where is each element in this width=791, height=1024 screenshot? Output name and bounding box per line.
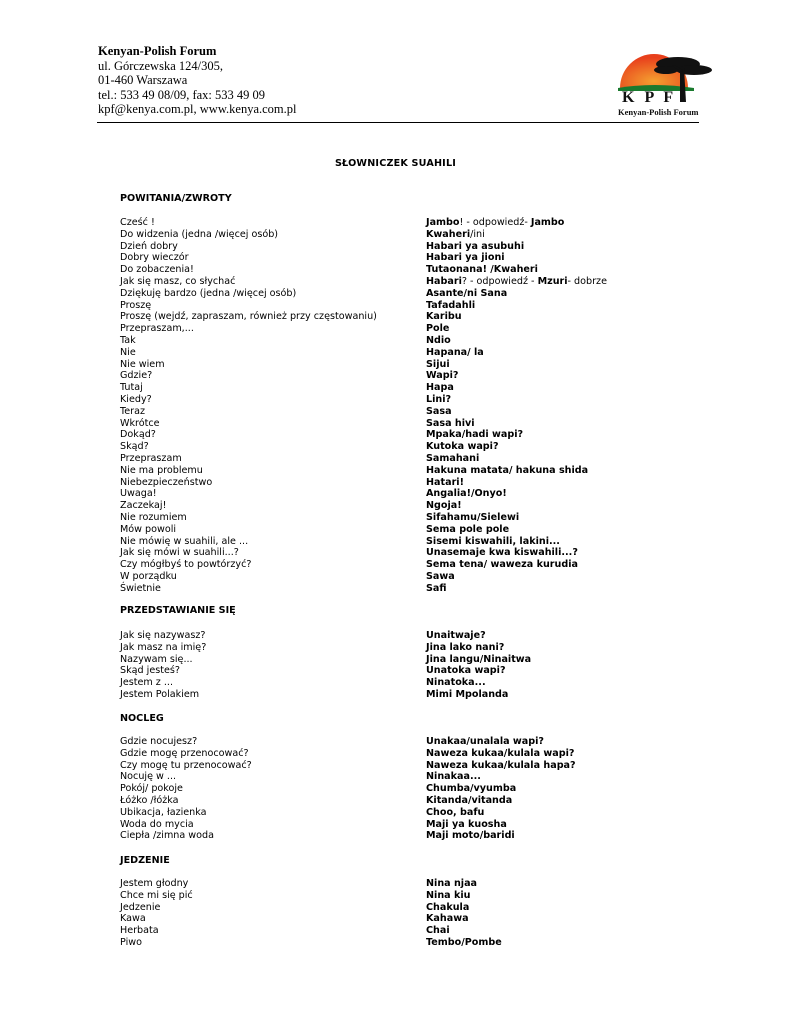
vocabulary-row: [120, 689, 720, 701]
vocabulary-row: [120, 453, 720, 465]
swahili-phrase: [426, 665, 506, 677]
vocabulary-row: [120, 300, 720, 312]
vocabulary-row: [120, 500, 720, 512]
polish-phrase: Świetnie: [120, 582, 161, 594]
swahili-segment: Sasa: [426, 405, 452, 417]
swahili-segment: Hatari!: [426, 476, 464, 488]
polish-phrase: Do widzenia (jedna /więcej osób): [120, 228, 279, 240]
swahili-phrase: [426, 771, 481, 783]
vocabulary-row: [120, 902, 720, 914]
swahili-phrase: [426, 736, 544, 748]
vocabulary-row: [120, 359, 720, 371]
vocabulary-row: [120, 760, 720, 772]
vocabulary-row: [120, 217, 720, 229]
vocabulary-row: [120, 441, 720, 453]
polish-phrase: Gdzie?: [120, 370, 153, 382]
swahili-phrase: [426, 500, 462, 512]
swahili-phrase: [426, 370, 458, 382]
vocabulary-row: [120, 677, 720, 689]
swahili-segment: Kahawa: [426, 913, 469, 925]
vocabulary-row: [120, 276, 720, 288]
polish-phrase: Mów powoli: [120, 523, 177, 535]
vocabulary-row: [120, 748, 720, 760]
swahili-segment: Mzuri: [537, 275, 568, 287]
phone-fax: tel.: 533 49 08/09, fax: 533 49 09: [98, 87, 265, 102]
swahili-segment: Lini?: [426, 393, 452, 405]
swahili-segment: Habari ya jioni: [426, 252, 505, 264]
polish-phrase: Jestem Polakiem: [120, 688, 200, 700]
polish-phrase: Kiedy?: [120, 393, 152, 405]
polish-phrase: Nazywam się...: [120, 653, 193, 665]
polish-phrase: Gdzie nocujesz?: [120, 736, 198, 747]
swahili-phrase: [426, 559, 578, 571]
swahili-segment: Sifahamu/Sielewi: [426, 511, 520, 523]
swahili-phrase: [426, 748, 574, 760]
org-name: Kenyan-Polish Forum: [98, 44, 217, 58]
swahili-phrase: [426, 524, 509, 536]
swahili-phrase: [426, 937, 502, 949]
swahili-phrase: [426, 819, 507, 831]
polish-phrase: Nie mówię w suahili, ale ...: [120, 535, 249, 547]
swahili-segment: Hapana/ la: [426, 346, 484, 358]
section-heading: POWITANIA/ZWROTY: [120, 193, 232, 204]
swahili-phrase: [426, 913, 469, 925]
swahili-phrase: [426, 441, 499, 453]
swahili-phrase: [426, 276, 607, 288]
swahili-segment: Tembo/Pombe: [426, 936, 502, 948]
swahili-phrase: [426, 335, 451, 347]
swahili-segment: Unaitwaje?: [426, 630, 486, 641]
swahili-segment: ! - odpowiedź-: [459, 217, 531, 228]
swahili-segment: Chai: [426, 925, 450, 937]
polish-phrase: Proszę: [120, 299, 152, 311]
page-title: SŁOWNICZEK SUAHILI: [334, 158, 457, 169]
swahili-phrase: [426, 465, 588, 477]
polish-phrase: Jak masz na imię?: [120, 641, 207, 653]
swahili-phrase: [426, 890, 470, 902]
swahili-segment: Ngoja!: [426, 500, 462, 512]
polish-phrase: Skąd jesteś?: [120, 665, 180, 677]
vocabulary-row: [120, 288, 720, 300]
polish-phrase: Teraz: [120, 405, 145, 417]
swahili-segment: Tafadahli: [426, 299, 476, 311]
vocabulary-row: [120, 937, 720, 949]
swahili-phrase: [426, 394, 451, 406]
swahili-segment: Nina kiu: [426, 889, 471, 901]
vocabulary-row: [120, 807, 720, 819]
polish-phrase: Jak się nazywasz?: [120, 630, 206, 641]
swahili-segment: Hakuna matata/ hakuna shida: [426, 464, 589, 476]
swahili-phrase: [426, 229, 485, 241]
polish-phrase: Jak się mówi w suahili...?: [120, 547, 239, 559]
swahili-segment: Maji moto/baridi: [426, 830, 515, 842]
vocabulary-row: [120, 665, 720, 677]
swahili-segment: Mimi Mpolanda: [426, 688, 509, 700]
vocabulary-row: [120, 418, 720, 430]
polish-phrase: Ciepła /zimna woda: [120, 830, 214, 842]
swahili-segment: Kwaheri: [426, 228, 471, 240]
swahili-phrase: [426, 264, 538, 276]
swahili-segment: Ndio: [426, 334, 451, 346]
vocabulary-row: [120, 347, 720, 359]
swahili-segment: Pole: [426, 323, 450, 335]
swahili-segment: Choo, bafu: [426, 806, 485, 818]
swahili-segment: - dobrze: [567, 275, 607, 287]
swahili-phrase: [426, 654, 531, 666]
swahili-segment: Sawa: [426, 570, 455, 582]
vocabulary-row: [120, 913, 720, 925]
swahili-phrase: [426, 689, 508, 701]
swahili-segment: Sijui: [426, 358, 450, 370]
swahili-phrase: [426, 583, 447, 595]
polish-phrase: Uwaga!: [120, 488, 157, 500]
vocabulary-row: [120, 654, 720, 666]
swahili-phrase: [426, 311, 462, 323]
swahili-segment: Unakaa/unalala wapi?: [426, 736, 544, 747]
swahili-phrase: [426, 300, 475, 312]
vocabulary-row: [120, 890, 720, 902]
vocabulary-row: [120, 488, 720, 500]
swahili-phrase: [426, 453, 479, 465]
vocabulary-row: [120, 547, 720, 559]
swahili-phrase: [426, 217, 564, 229]
swahili-phrase: [426, 783, 516, 795]
vocabulary-row: [120, 311, 720, 323]
vocabulary-table: [120, 878, 720, 949]
vocabulary-row: [120, 524, 720, 536]
polish-phrase: Kawa: [120, 913, 146, 925]
logo-letters: K P F: [622, 89, 677, 106]
swahili-segment: Sema pole pole: [426, 523, 510, 535]
polish-phrase: Cześć !: [120, 217, 155, 228]
vocabulary-row: [120, 382, 720, 394]
swahili-segment: Samahani: [426, 452, 480, 464]
swahili-segment: Karibu: [426, 311, 462, 323]
address-street: ul. Górczewska 124/305,: [98, 58, 223, 73]
polish-phrase: Skąd?: [120, 441, 149, 453]
vocabulary-row: [120, 335, 720, 347]
polish-phrase: W porządku: [120, 570, 177, 582]
vocabulary-row: [120, 406, 720, 418]
polish-phrase: Chce mi się pić: [120, 889, 193, 901]
polish-phrase: Nie rozumiem: [120, 511, 187, 523]
vocabulary-row: [120, 571, 720, 583]
polish-phrase: Nie: [120, 346, 136, 358]
vocabulary-row: [120, 819, 720, 831]
vocabulary-row: [120, 795, 720, 807]
swahili-phrase: [426, 429, 523, 441]
vocabulary-row: [120, 830, 720, 842]
polish-phrase: Woda do mycia: [120, 818, 194, 830]
swahili-phrase: [426, 512, 519, 524]
polish-phrase: Nocuję w ...: [120, 771, 177, 783]
swahili-segment: Ninakaa...: [426, 771, 481, 783]
swahili-segment: Chumba/vyumba: [426, 783, 517, 795]
vocabulary-row: [120, 264, 720, 276]
vocabulary-row: [120, 229, 720, 241]
polish-phrase: Gdzie mogę przenocować?: [120, 747, 249, 759]
swahili-segment: Kitanda/vitanda: [426, 794, 513, 806]
kpf-logo: [614, 44, 720, 118]
swahili-segment: Kutoka wapi?: [426, 441, 499, 453]
swahili-segment: Habari ya asubuhi: [426, 240, 525, 252]
swahili-segment: Jina lako nani?: [426, 641, 505, 653]
vocabulary-row: [120, 783, 720, 795]
swahili-phrase: [426, 642, 504, 654]
swahili-phrase: [426, 902, 469, 914]
vocabulary-row: [120, 323, 720, 335]
polish-phrase: Piwo: [120, 936, 142, 948]
vocabulary-row: [120, 536, 720, 548]
swahili-segment: Sema tena/ waweza kurudia: [426, 559, 578, 571]
vocabulary-row: [120, 771, 720, 783]
vocabulary-row: [120, 252, 720, 264]
swahili-segment: Asante/ni Sana: [426, 287, 508, 299]
vocabulary-row: [120, 642, 720, 654]
swahili-segment: /ini: [470, 228, 485, 240]
polish-phrase: Pokój/ pokoje: [120, 783, 183, 795]
swahili-phrase: [426, 630, 486, 642]
polish-phrase: Proszę (wejdź, zapraszam, również przy częstowaniu): [120, 311, 377, 323]
vocabulary-row: [120, 241, 720, 253]
polish-phrase: Łóżko /łóżka: [120, 794, 179, 806]
swahili-segment: Habari: [426, 275, 462, 287]
polish-phrase: Ubikacja, łazienka: [120, 806, 207, 818]
swahili-segment: Chakula: [426, 901, 470, 913]
vocabulary-row: [120, 878, 720, 890]
polish-phrase: Tak: [120, 334, 136, 346]
polish-phrase: Jestem głodny: [120, 878, 189, 889]
swahili-phrase: [426, 477, 464, 489]
swahili-segment: Hapa: [426, 382, 454, 394]
swahili-phrase: [426, 252, 505, 264]
header-rule: [97, 122, 699, 123]
swahili-segment: Ninatoka...: [426, 677, 486, 689]
polish-phrase: Jestem z ...: [120, 677, 174, 689]
vocabulary-row: [120, 583, 720, 595]
vocabulary-row: [120, 925, 720, 937]
polish-phrase: Herbata: [120, 925, 159, 937]
vocabulary-row: [120, 630, 720, 642]
swahili-segment: Jambo: [426, 217, 460, 228]
section-heading: PRZEDSTAWIANIE SIĘ: [120, 605, 236, 616]
swahili-segment: Nina njaa: [426, 878, 478, 889]
swahili-segment: Unatoka wapi?: [426, 665, 506, 677]
address-city: 01-460 Warszawa: [98, 73, 188, 88]
vocabulary-row: [120, 736, 720, 748]
swahili-segment: Jina langu/Ninaitwa: [426, 653, 532, 665]
polish-phrase: Zaczekaj!: [120, 500, 167, 512]
polish-phrase: Do zobaczenia!: [120, 264, 194, 276]
swahili-phrase: [426, 830, 515, 842]
polish-phrase: Tutaj: [120, 382, 143, 394]
swahili-segment: Sasa hivi: [426, 417, 475, 429]
polish-phrase: Niebezpieczeństwo: [120, 476, 213, 488]
swahili-segment: Unasemaje kwa kiswahili...?: [426, 547, 578, 559]
polish-phrase: Nie wiem: [120, 358, 165, 370]
swahili-phrase: [426, 925, 450, 937]
swahili-segment: Tutaonana! /Kwaheri: [426, 264, 538, 276]
vocabulary-row: [120, 477, 720, 489]
swahili-phrase: [426, 382, 454, 394]
swahili-phrase: [426, 807, 484, 819]
swahili-phrase: [426, 677, 486, 689]
section-heading: JEDZENIE: [120, 855, 170, 866]
polish-phrase: Dziękuję bardzo (jedna /więcej osób): [120, 287, 297, 299]
swahili-phrase: [426, 406, 452, 418]
section-heading: NOCLEG: [120, 713, 164, 724]
swahili-phrase: [426, 571, 455, 583]
vocabulary-row: [120, 429, 720, 441]
vocabulary-row: [120, 370, 720, 382]
vocabulary-row: [120, 512, 720, 524]
swahili-phrase: [426, 359, 450, 371]
polish-phrase: Jedzenie: [120, 901, 161, 913]
swahili-phrase: [426, 795, 512, 807]
vocabulary-row: [120, 394, 720, 406]
swahili-phrase: [426, 288, 507, 300]
swahili-phrase: [426, 241, 524, 253]
swahili-phrase: [426, 760, 576, 772]
vocabulary-table: [120, 630, 720, 701]
swahili-segment: Safi: [426, 582, 447, 594]
swahili-segment: Naweza kukaa/kulala wapi?: [426, 747, 575, 759]
polish-phrase: Nie ma problemu: [120, 464, 203, 476]
swahili-segment: Naweza kukaa/kulala hapa?: [426, 759, 576, 771]
email-website: kpf@kenya.com.pl, www.kenya.com.pl: [98, 102, 297, 117]
vocabulary-table: [120, 217, 720, 595]
swahili-segment: Angalia!/Onyo!: [426, 488, 507, 500]
swahili-segment: Wapi?: [426, 370, 459, 382]
polish-phrase: Przepraszam: [120, 452, 182, 464]
swahili-phrase: [426, 488, 507, 500]
polish-phrase: Przepraszam,...: [120, 323, 194, 335]
swahili-segment: Mpaka/hadi wapi?: [426, 429, 524, 441]
vocabulary-row: [120, 465, 720, 477]
polish-phrase: Dobry wieczór: [120, 252, 189, 264]
swahili-phrase: [426, 347, 484, 359]
swahili-phrase: [426, 878, 477, 890]
logo-caption: Kenyan-Polish Forum: [618, 107, 699, 117]
vocabulary-table: [120, 736, 720, 842]
polish-phrase: Dzień dobry: [120, 240, 178, 252]
swahili-phrase: [426, 536, 560, 548]
swahili-segment: ? - odpowiedź -: [461, 275, 538, 287]
swahili-phrase: [426, 323, 449, 335]
vocabulary-row: [120, 559, 720, 571]
polish-phrase: Jak się masz, co słychać: [120, 275, 236, 287]
swahili-segment: Jambo: [530, 217, 565, 228]
swahili-segment: Maji ya kuosha: [426, 818, 507, 830]
swahili-phrase: [426, 418, 475, 430]
polish-phrase: Wkrótce: [120, 417, 160, 429]
polish-phrase: Czy mógłbyś to powtórzyć?: [120, 559, 252, 571]
letterhead: [98, 44, 297, 117]
polish-phrase: Czy mogę tu przenocować?: [120, 759, 252, 771]
swahili-phrase: [426, 547, 578, 559]
polish-phrase: Dokąd?: [120, 429, 156, 441]
swahili-segment: Sisemi kiswahili, lakini...: [426, 535, 560, 547]
